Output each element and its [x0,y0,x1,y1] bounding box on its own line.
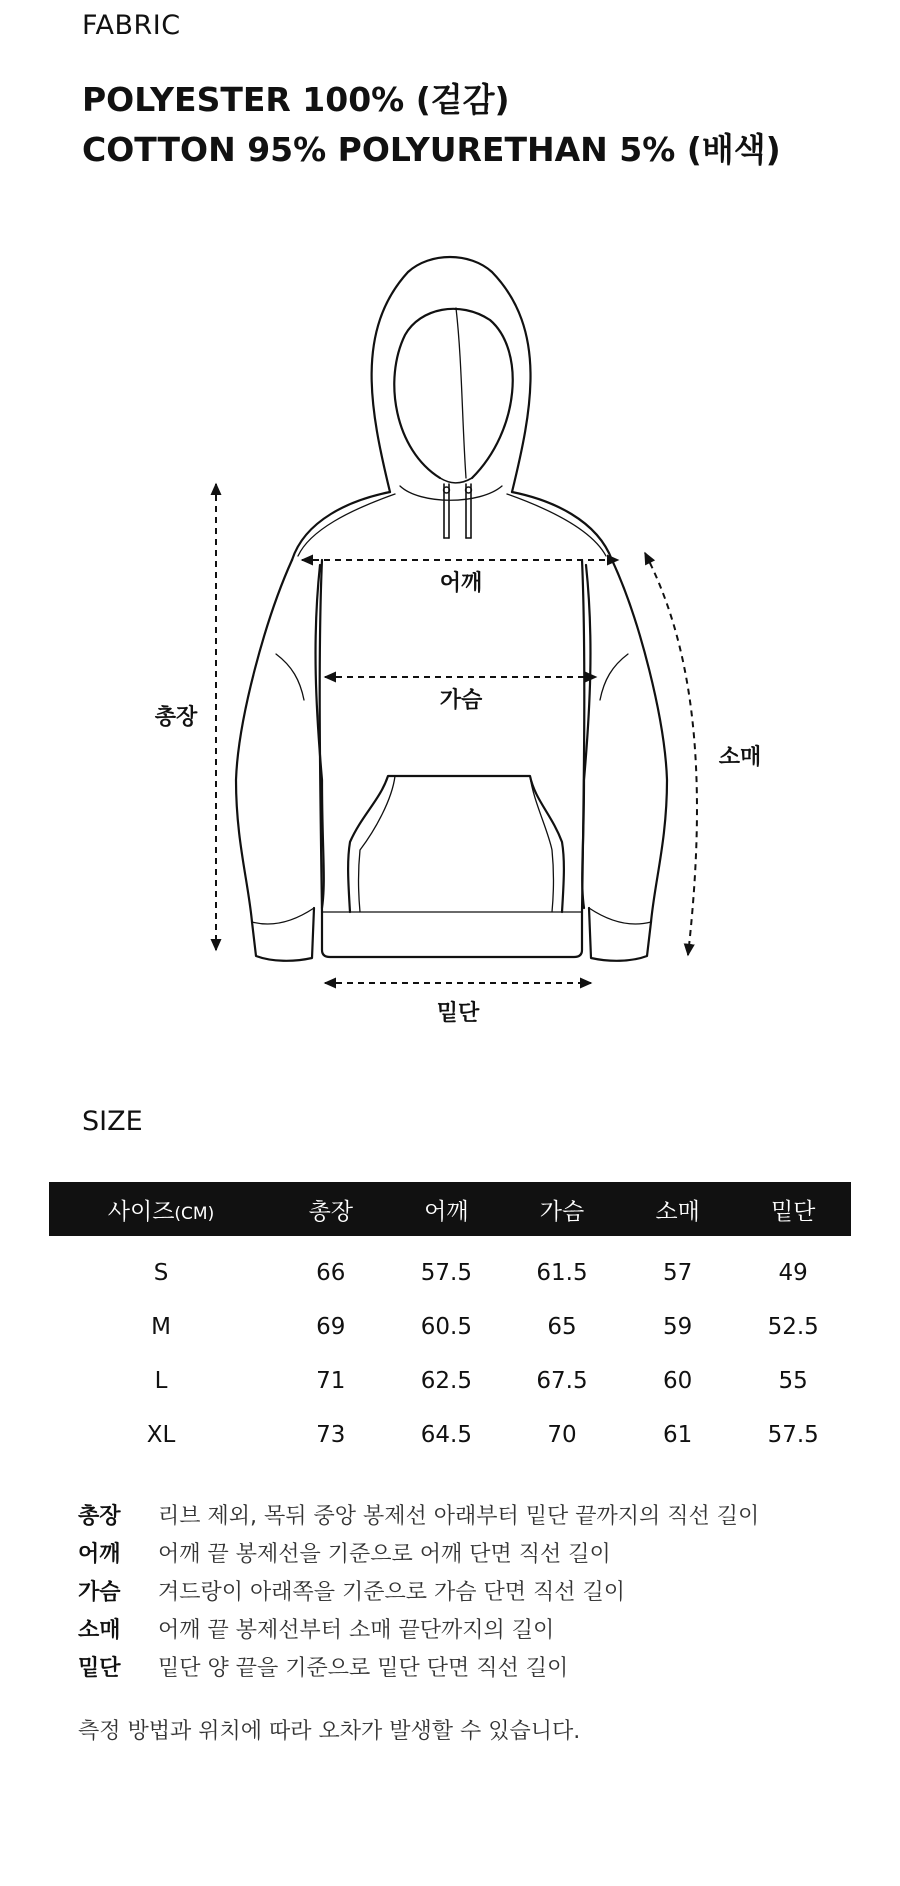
table-row [49,1236,851,1300]
table-row [49,1408,851,1462]
hoodie-outline [236,257,667,961]
value-cell: 57.5 [767,1422,819,1448]
size-table-header [49,1182,851,1236]
definition-term: 가슴 [78,1579,121,1605]
header-size: 사이즈(CM) [107,1198,215,1225]
fabric-line-trim: COTTON 95% POLYURETHAN 5% (배색) [82,130,781,169]
value-cell: 64.5 [420,1422,472,1448]
size-section-title: SIZE [82,1106,143,1137]
measurement-note: 측정 방법과 위치에 따라 오차가 발생할 수 있습니다. [78,1719,581,1744]
definition-term: 소매 [78,1617,121,1643]
value-cell: 70 [547,1422,577,1448]
size-cell: L [154,1368,168,1394]
definition-row [78,1495,759,1533]
header-hem: 밑단 [770,1198,816,1225]
definition-desc: 리브 제외, 목뒤 중앙 봉제선 아래부터 밑단 끝까지의 직선 길이 [158,1503,760,1529]
definition-row [78,1533,759,1571]
size-table [49,1182,851,1462]
definition-term: 어깨 [78,1541,121,1567]
definition-desc: 어깨 끝 봉제선을 기준으로 어깨 단면 직선 길이 [158,1541,611,1567]
value-cell: 61.5 [536,1260,588,1286]
value-cell: 55 [778,1368,808,1394]
value-cell: 57 [662,1260,693,1286]
header-chest: 가슴 [539,1198,585,1225]
size-cell: S [153,1260,169,1286]
value-cell: 61 [662,1422,693,1448]
value-cell: 52.5 [767,1314,819,1340]
value-cell: 62.5 [420,1368,472,1394]
definition-desc: 겨드랑이 아래쪽을 기준으로 가슴 단면 직선 길이 [158,1579,626,1605]
measurement-arrows [216,484,697,983]
definition-row [78,1609,759,1647]
value-cell: 67.5 [536,1368,588,1394]
hoodie-diagram [0,230,900,1030]
chest-label: 가슴 [439,688,483,713]
hem-label: 밑단 [436,1001,480,1026]
value-cell: 57.5 [420,1260,472,1286]
value-cell: 65 [547,1314,577,1340]
measurement-definitions [78,1495,759,1685]
table-row [49,1300,851,1354]
size-cell: M [151,1314,171,1340]
definition-row [78,1647,759,1685]
header-shoulder: 어깨 [424,1198,469,1225]
shoulder-label: 어깨 [439,571,483,596]
definition-term: 총장 [78,1503,121,1529]
definition-desc: 밑단 양 끝을 기준으로 밑단 단면 직선 길이 [158,1655,569,1681]
fabric-label: FABRIC [82,10,181,41]
value-cell: 60.5 [420,1314,472,1340]
sleeve-arrow [645,553,697,955]
definition-desc: 어깨 끝 봉제선부터 소매 끝단까지의 길이 [158,1617,555,1643]
value-cell: 59 [662,1314,693,1340]
header-sleeve: 소매 [655,1198,700,1225]
length-label: 총장 [154,705,198,730]
value-cell: 60 [662,1368,693,1394]
fabric-line-outer: POLYESTER 100% (겉감) [82,80,510,119]
sleeve-label: 소매 [718,745,762,770]
definition-term: 밑단 [78,1655,121,1681]
value-cell: 71 [316,1368,346,1394]
header-length: 총장 [308,1198,354,1225]
value-cell: 69 [316,1314,346,1340]
value-cell: 66 [316,1260,346,1286]
value-cell: 49 [778,1260,808,1286]
value-cell: 73 [316,1422,346,1448]
table-row [49,1354,851,1408]
size-cell: XL [146,1422,176,1448]
definition-row [78,1571,759,1609]
